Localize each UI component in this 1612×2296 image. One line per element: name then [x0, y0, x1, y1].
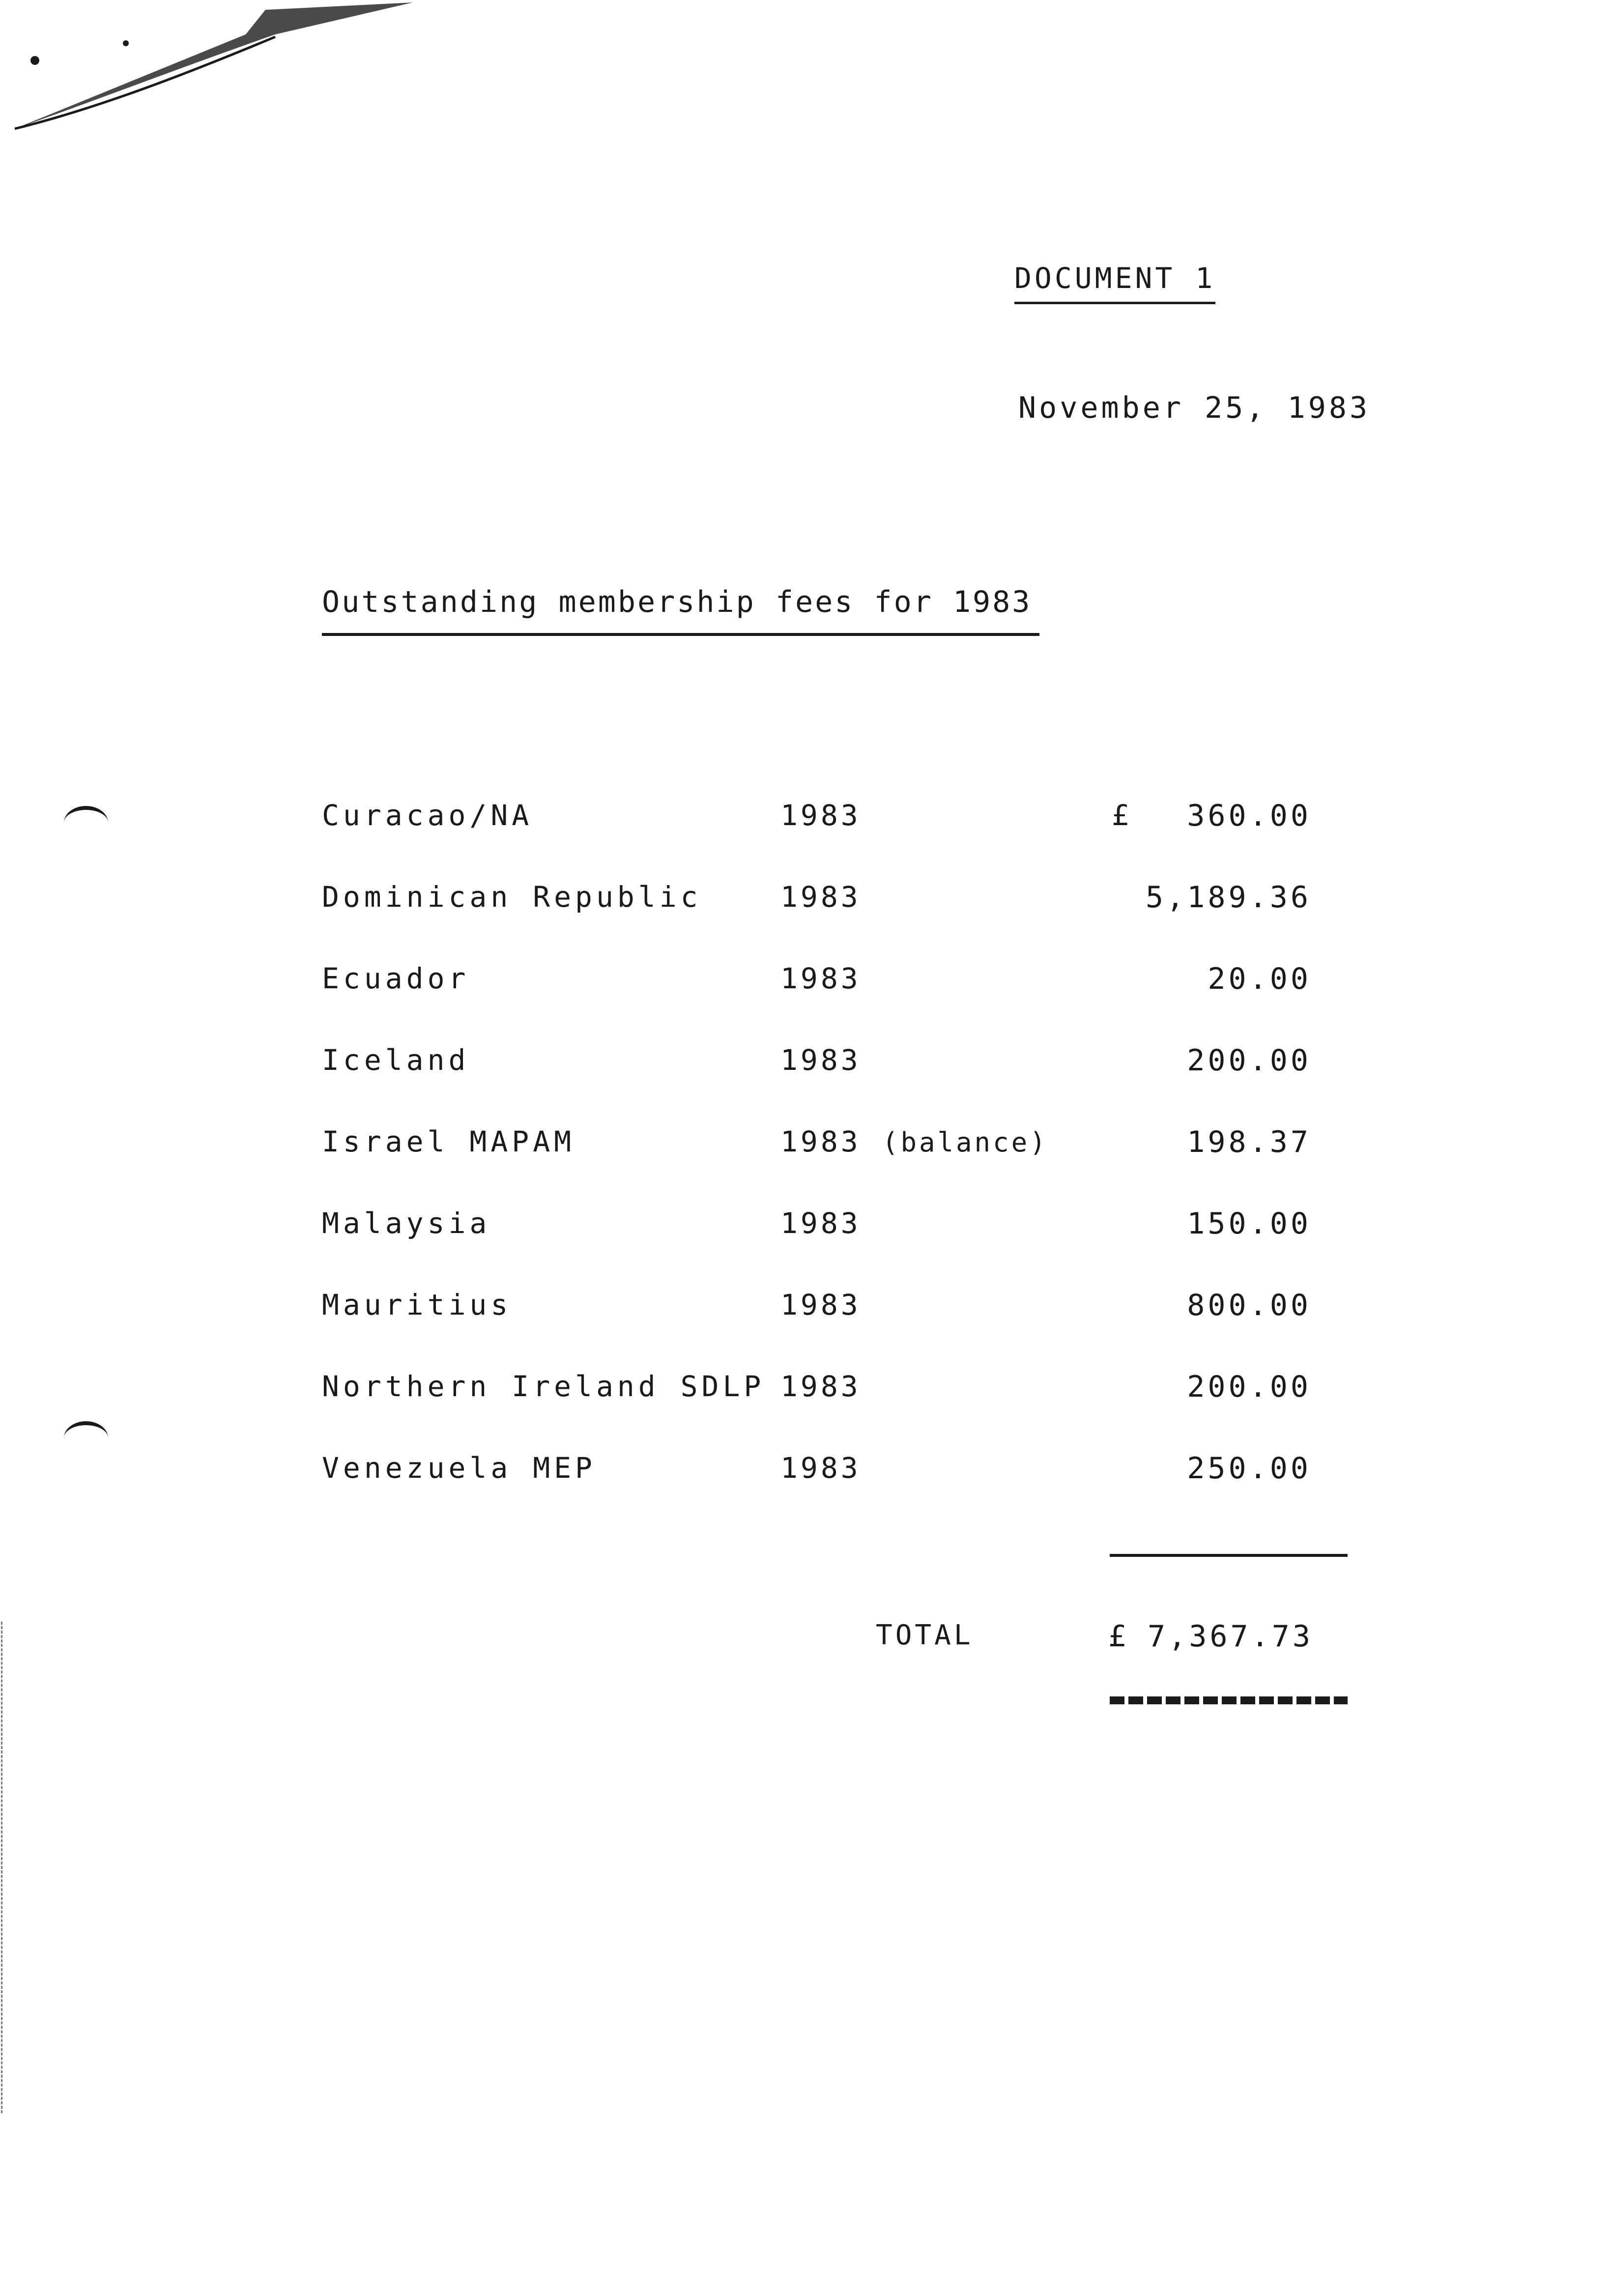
fee-amount: 150.00 — [1187, 1206, 1311, 1241]
member-name: Israel MAPAM — [322, 1125, 576, 1158]
member-name: Iceland — [322, 1043, 470, 1077]
member-name: Malaysia — [322, 1206, 491, 1240]
table-row — [0, 880, 1612, 924]
member-name: Curacao/NA — [322, 799, 533, 832]
punch-hole-mark-bottom — [64, 1421, 108, 1455]
member-name: Dominican Republic — [322, 880, 702, 914]
document-title: Outstanding membership fees for 1983 — [322, 585, 1039, 636]
fee-amount: 360.00 — [1187, 799, 1311, 833]
member-name: Mauritius — [322, 1288, 512, 1321]
fee-amount: 800.00 — [1187, 1288, 1311, 1322]
member-name: Northern Ireland SDLP — [322, 1370, 765, 1403]
fee-year: 1983 — [780, 962, 861, 995]
fee-year: 1983 — [780, 799, 861, 832]
table-row — [0, 1125, 1612, 1169]
table-row — [0, 1043, 1612, 1088]
table-row — [0, 1370, 1612, 1414]
fee-year: 1983 — [780, 1043, 861, 1077]
table-row — [0, 962, 1612, 1006]
total-amount: 7,367.73 — [1148, 1619, 1313, 1654]
currency-symbol: £ — [1112, 799, 1129, 832]
fee-year: 1983 — [780, 1370, 861, 1403]
total-label: TOTAL — [876, 1619, 974, 1651]
dot-mark — [123, 40, 129, 46]
pen-stroke-mark — [0, 0, 442, 147]
table-row — [0, 1451, 1612, 1495]
fee-note: (balance) — [882, 1127, 1048, 1158]
fee-amount: 20.00 — [1208, 962, 1311, 996]
dot-mark — [30, 56, 39, 65]
total-double-rule — [1110, 1696, 1348, 1704]
fee-year: 1983 — [780, 1125, 861, 1158]
table-row — [0, 1288, 1612, 1332]
fee-amount: 250.00 — [1187, 1451, 1311, 1486]
total-currency: £ — [1108, 1619, 1126, 1654]
fee-year: 1983 — [780, 1206, 861, 1240]
table-row — [0, 799, 1612, 843]
member-name: Venezuela MEP — [322, 1451, 596, 1485]
fee-amount: 5,189.36 — [1146, 880, 1311, 915]
document-date: November 25, 1983 — [1018, 391, 1371, 425]
fee-year: 1983 — [780, 1288, 861, 1321]
table-row — [0, 1206, 1612, 1251]
document-label: DOCUMENT 1 — [1014, 261, 1215, 304]
fee-amount: 198.37 — [1187, 1125, 1311, 1159]
fee-amount: 200.00 — [1187, 1370, 1311, 1404]
sum-rule — [1110, 1554, 1348, 1557]
fee-year: 1983 — [780, 880, 861, 914]
fee-amount: 200.00 — [1187, 1043, 1311, 1078]
member-name: Ecuador — [322, 962, 470, 995]
edge-mark — [1, 1622, 2, 2113]
fee-year: 1983 — [780, 1451, 861, 1485]
